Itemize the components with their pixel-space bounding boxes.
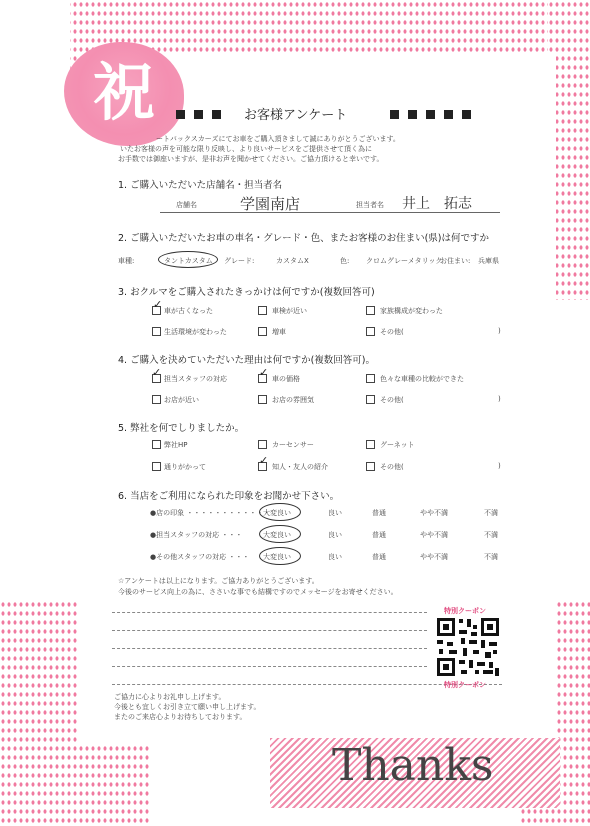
option-close-paren: ) [498, 395, 501, 403]
option-label: 知人・友人の紹介 [272, 463, 328, 471]
intro-line: ートバックスカーズにてお車をご購入頂きまして誠にありがとうございます。 [156, 135, 400, 143]
checkbox[interactable] [258, 306, 267, 315]
title-square-icon [408, 110, 417, 119]
checkbox[interactable] [366, 462, 375, 471]
rating-option[interactable]: 良い [328, 509, 342, 517]
title-square-icon [390, 110, 399, 119]
option-label: 色々な車種の比較ができた [380, 375, 464, 383]
checkbox[interactable] [152, 327, 161, 336]
q1-heading: 1. ご購入いただいた店舗名・担当者名 [118, 180, 283, 191]
color-label: 色: [340, 257, 350, 265]
grade-value: カスタムX [276, 257, 309, 265]
thanks-text: Thanks [332, 740, 494, 791]
rating-option[interactable]: 不満 [484, 509, 498, 517]
page-title: お客様アンケート [244, 108, 348, 123]
footer-line: またのご来店心よりお待ちしております。 [114, 713, 247, 721]
checkbox[interactable] [152, 440, 161, 449]
grade-label: グレード: [224, 257, 255, 265]
rating-option[interactable]: 大変良い [263, 553, 291, 561]
staff-label: 担当者名 [356, 201, 384, 209]
rating-option[interactable]: 大変良い [263, 531, 291, 539]
option-label: 通りがかって [164, 463, 206, 471]
checkbox[interactable] [366, 306, 375, 315]
rating-row-label: ●担当スタッフの対応 ・・・ [150, 531, 243, 539]
checkbox[interactable] [152, 395, 161, 404]
rating-option[interactable]: 普通 [372, 531, 386, 539]
option-label: 車の価格 [272, 375, 300, 383]
color-value: クロムグレーメタリック [366, 257, 443, 265]
option-label: 車が古くなった [164, 307, 213, 315]
footer-line: 今後とも宜しくお引き立て願い申し上げます。 [114, 703, 261, 711]
q6-heading: 6. 当店をご利用になられた印象をお聞かせ下さい。 [118, 491, 340, 502]
rating-row-label: ●その他スタッフの対応 ・・・ [150, 553, 250, 561]
car-circle [158, 251, 218, 268]
option-label: その他( [380, 463, 404, 471]
check-mark-icon: ✓ [259, 454, 269, 467]
option-label: グーネット [380, 441, 415, 449]
option-label: 担当スタッフの対応 [164, 375, 227, 383]
checkbox[interactable] [258, 395, 267, 404]
qr-code-icon[interactable] [435, 616, 501, 678]
title-square-icon [194, 110, 203, 119]
footer-line: ご協力に心よりお礼申し上げます。 [114, 693, 226, 701]
rating-option[interactable]: 不満 [484, 553, 498, 561]
option-close-paren: ) [498, 327, 501, 335]
home-label: お住まい: [440, 257, 471, 265]
option-label: カーセンサー [272, 441, 314, 449]
option-label: 弊社HP [164, 441, 188, 449]
message-line[interactable] [112, 648, 427, 649]
coupon-label-top: 特別クーポン [444, 607, 486, 615]
q4-heading: 4. ご購入を決めていただいた理由は何ですか(複数回答可)。 [118, 355, 375, 366]
option-label: その他( [380, 396, 404, 404]
car-label: 車種: [118, 257, 135, 265]
checkbox[interactable] [366, 395, 375, 404]
title-square-icon [176, 110, 185, 119]
intro-line: いたお客様の声を可能な限り反映し、より良いサービスをご提供させて頂く為に [120, 145, 372, 153]
rating-option[interactable]: やや不満 [420, 531, 448, 539]
q3-heading: 3. おクルマをご購入されたきっかけは何ですか(複数回答可) [118, 287, 375, 298]
option-label: 車検が近い [272, 307, 307, 315]
option-label: 増車 [272, 328, 286, 336]
checkbox[interactable] [258, 327, 267, 336]
store-label: 店舗名 [176, 201, 197, 209]
option-label: 家族構成が変わった [380, 307, 443, 315]
check-mark-icon: ✓ [152, 366, 162, 379]
home-value: 兵庫県 [478, 257, 499, 265]
title-square-icon [426, 110, 435, 119]
checkbox[interactable] [366, 440, 375, 449]
celebration-badge [64, 42, 184, 146]
message-line[interactable] [112, 666, 427, 667]
coupon-label-bottom: 特別クーポン [444, 681, 486, 689]
store-value: 学園南店 [240, 195, 301, 213]
rating-option[interactable]: 良い [328, 553, 342, 561]
checkbox[interactable] [366, 327, 375, 336]
rating-option[interactable]: 不満 [484, 531, 498, 539]
badge-char: 祝 [92, 56, 155, 129]
option-label: 生活環境が変わった [164, 328, 227, 336]
rating-option[interactable]: やや不満 [420, 509, 448, 517]
option-close-paren: ) [498, 462, 501, 470]
option-label: お店の雰囲気 [272, 396, 314, 404]
white-margin-left [0, 0, 70, 380]
q5-heading: 5. 弊社を何でしりましたか。 [118, 423, 245, 434]
rating-option[interactable]: 普通 [372, 509, 386, 517]
rating-option[interactable]: 大変良い [263, 509, 291, 517]
rating-row-label: ●店の印象 ・・・・・・・・・・・・ [150, 509, 271, 517]
title-square-icon [462, 110, 471, 119]
q2-heading: 2. ご購入いただいたお車の車名・グレード・色、またお客様のお住まい(県)は何ですか [118, 233, 489, 244]
title-square-icon [212, 110, 221, 119]
car-value: タントカスタム [164, 257, 213, 265]
staff-value: 井上 拓志 [402, 196, 472, 212]
q1-underline [160, 212, 500, 213]
intro-line: お手数では御座いますが、是非お声を聞かせてください。ご協力頂けると幸いです。 [118, 155, 384, 163]
title-square-icon [444, 110, 453, 119]
message-line[interactable] [112, 630, 427, 631]
checkbox[interactable] [366, 374, 375, 383]
checkbox[interactable] [258, 440, 267, 449]
closing-line: ☆アンケートは以上になります。ご協力ありがとうございます。 [118, 577, 319, 585]
rating-option[interactable]: 良い [328, 531, 342, 539]
check-mark-icon: ✓ [259, 366, 269, 379]
rating-option[interactable]: やや不満 [420, 553, 448, 561]
checkbox[interactable] [152, 462, 161, 471]
message-line[interactable] [112, 612, 427, 613]
option-label: その他( [380, 328, 404, 336]
check-mark-icon: ✓ [153, 298, 163, 311]
closing-line: 今後のサービス向上の為に、ささいな事でも結構ですのでメッセージをお寄せください。 [118, 588, 398, 596]
option-label: お店が近い [164, 396, 199, 404]
rating-option[interactable]: 普通 [372, 553, 386, 561]
